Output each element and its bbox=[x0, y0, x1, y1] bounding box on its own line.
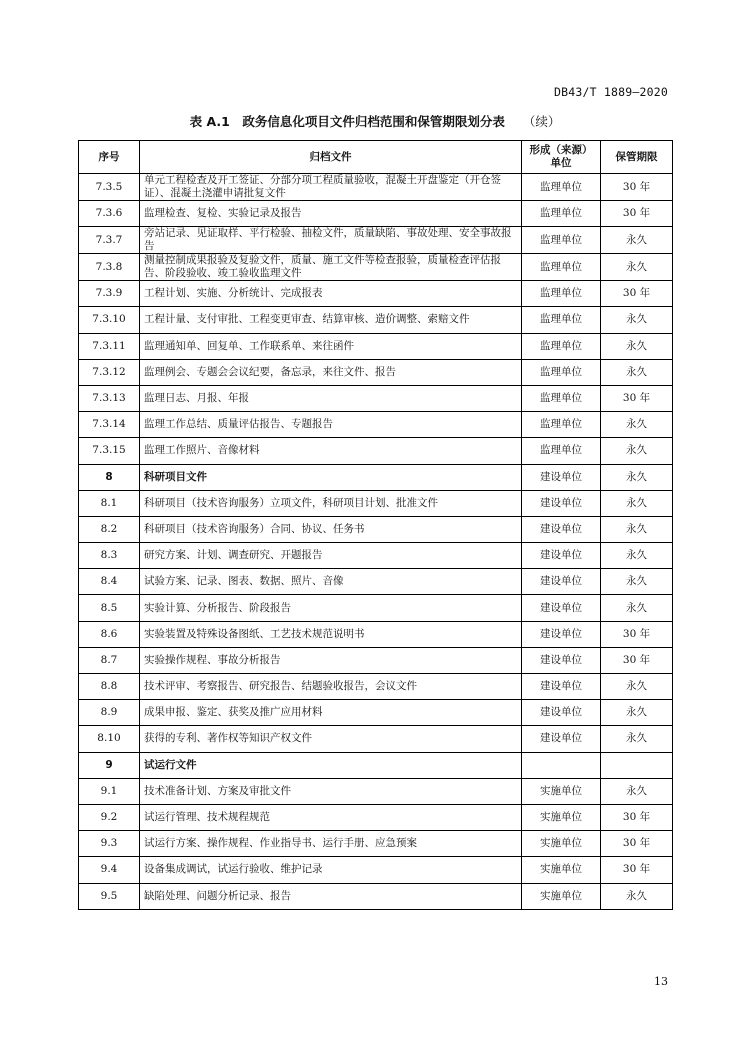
table-row bbox=[79, 700, 673, 726]
row-document: 技术准备计划、方案及审批文件 bbox=[140, 778, 522, 804]
row-retention: 30 年 bbox=[601, 831, 673, 857]
row-number: 8.3 bbox=[79, 543, 140, 569]
row-source-unit: 实施单位 bbox=[522, 804, 601, 830]
row-source-unit: 建设单位 bbox=[522, 595, 601, 621]
table-row bbox=[79, 490, 673, 516]
row-source-unit: 实施单位 bbox=[522, 857, 601, 883]
row-source-unit: 实施单位 bbox=[522, 883, 601, 909]
row-retention: 永久 bbox=[601, 359, 673, 385]
row-number: 7.3.13 bbox=[79, 385, 140, 411]
row-number: 9.4 bbox=[79, 857, 140, 883]
row-document: 试验方案、记录、图表、数据、照片、音像 bbox=[140, 569, 522, 595]
row-source-unit: 实施单位 bbox=[522, 778, 601, 804]
table-row bbox=[79, 857, 673, 883]
row-retention: 永久 bbox=[601, 490, 673, 516]
table-row bbox=[79, 227, 673, 254]
row-document: 工程计量、支付审批、工程变更审查、结算审核、造价调整、索赔文件 bbox=[140, 307, 522, 333]
table-row bbox=[79, 359, 673, 385]
row-number: 7.3.5 bbox=[79, 174, 140, 201]
row-source-unit: 监理单位 bbox=[522, 254, 601, 281]
row-source-unit: 建设单位 bbox=[522, 516, 601, 542]
row-retention: 永久 bbox=[601, 516, 673, 542]
section-row bbox=[79, 464, 673, 490]
row-retention: 永久 bbox=[601, 333, 673, 359]
row-number: 8.8 bbox=[79, 674, 140, 700]
row-number: 7.3.11 bbox=[79, 333, 140, 359]
row-source-unit: 建设单位 bbox=[522, 490, 601, 516]
row-retention: 30 年 bbox=[601, 857, 673, 883]
row-source-unit: 监理单位 bbox=[522, 438, 601, 464]
row-source-unit: 实施单位 bbox=[522, 831, 601, 857]
table-row bbox=[79, 831, 673, 857]
table-row bbox=[79, 674, 673, 700]
row-retention: 30 年 bbox=[601, 281, 673, 307]
row-document: 监理例会、专题会会议纪要，备忘录，来往文件、报告 bbox=[140, 359, 522, 385]
row-number: 8 bbox=[79, 464, 140, 490]
row-source-unit: 建设单位 bbox=[522, 621, 601, 647]
row-document: 实验操作规程、事故分析报告 bbox=[140, 647, 522, 673]
header-retention: 保管期限 bbox=[601, 141, 673, 174]
row-number: 9 bbox=[79, 752, 140, 778]
row-number: 8.1 bbox=[79, 490, 140, 516]
table-body bbox=[79, 174, 673, 910]
section-row bbox=[79, 752, 673, 778]
row-number: 7.3.15 bbox=[79, 438, 140, 464]
row-source-unit: 监理单位 bbox=[522, 227, 601, 254]
row-retention: 永久 bbox=[601, 438, 673, 464]
row-retention: 永久 bbox=[601, 883, 673, 909]
row-source-unit: 建设单位 bbox=[522, 726, 601, 752]
row-retention: 永久 bbox=[601, 569, 673, 595]
row-number: 8.5 bbox=[79, 595, 140, 621]
table-row bbox=[79, 412, 673, 438]
row-document: 科研项目（技术咨询服务）立项文件，科研项目计划、批准文件 bbox=[140, 490, 522, 516]
table-row bbox=[79, 569, 673, 595]
row-retention: 30 年 bbox=[601, 647, 673, 673]
row-source-unit: 监理单位 bbox=[522, 281, 601, 307]
row-document: 缺陷处理、问题分析记录、报告 bbox=[140, 883, 522, 909]
row-retention: 30 年 bbox=[601, 201, 673, 227]
row-document: 实验装置及特殊设备图纸、工艺技术规范说明书 bbox=[140, 621, 522, 647]
row-number: 7.3.8 bbox=[79, 254, 140, 281]
row-number: 9.5 bbox=[79, 883, 140, 909]
archive-table bbox=[78, 140, 673, 910]
row-retention: 永久 bbox=[601, 700, 673, 726]
table-row bbox=[79, 778, 673, 804]
row-number: 7.3.9 bbox=[79, 281, 140, 307]
row-retention: 永久 bbox=[601, 543, 673, 569]
row-number: 7.3.6 bbox=[79, 201, 140, 227]
row-source-unit: 监理单位 bbox=[522, 201, 601, 227]
row-document: 监理通知单、回复单、工作联系单、来往函件 bbox=[140, 333, 522, 359]
row-retention: 永久 bbox=[601, 254, 673, 281]
row-document: 技术评审、考察报告、研究报告、结题验收报告，会议文件 bbox=[140, 674, 522, 700]
table-row bbox=[79, 621, 673, 647]
document-code: DB43/T 1889—2020 bbox=[554, 85, 668, 99]
table-title-continued: （续） bbox=[522, 114, 561, 129]
table-row bbox=[79, 201, 673, 227]
row-source-unit: 建设单位 bbox=[522, 569, 601, 595]
row-source-unit: 监理单位 bbox=[522, 385, 601, 411]
table-title-main: 表 A.1 政务信息化项目文件归档范围和保管期限划分表 bbox=[189, 114, 505, 129]
row-retention: 永久 bbox=[601, 778, 673, 804]
row-document: 设备集成调试，试运行验收、维护记录 bbox=[140, 857, 522, 883]
row-retention: 永久 bbox=[601, 464, 673, 490]
row-document: 获得的专利、著作权等知识产权文件 bbox=[140, 726, 522, 752]
row-source-unit: 建设单位 bbox=[522, 464, 601, 490]
row-document: 旁站记录、见证取样、平行检验、抽检文件，质量缺陷、事故处理、安全事故报告 bbox=[140, 227, 522, 254]
row-document: 监理日志、月报、年报 bbox=[140, 385, 522, 411]
row-document: 研究方案、计划、调查研究、开题报告 bbox=[140, 543, 522, 569]
table-row bbox=[79, 307, 673, 333]
row-number: 8.7 bbox=[79, 647, 140, 673]
row-retention: 永久 bbox=[601, 412, 673, 438]
row-document: 测量控制成果报验及复验文件，质量、施工文件等检查报验，质量检查评估报告、阶段验收、竣工验收监理文件 bbox=[140, 254, 522, 281]
row-document: 监理工作总结、质量评估报告、专题报告 bbox=[140, 412, 522, 438]
table-row bbox=[79, 281, 673, 307]
row-retention: 30 年 bbox=[601, 621, 673, 647]
row-retention: 30 年 bbox=[601, 385, 673, 411]
row-number: 8.2 bbox=[79, 516, 140, 542]
row-retention: 永久 bbox=[601, 674, 673, 700]
row-document: 单元工程检查及开工签证、分部分项工程质量验收，混凝土开盘鉴定（开仓签证）、混凝土浇灌申请批复文件 bbox=[140, 174, 522, 201]
row-document: 监理工作照片、音像材料 bbox=[140, 438, 522, 464]
row-number: 8.6 bbox=[79, 621, 140, 647]
row-retention: 30 年 bbox=[601, 804, 673, 830]
header-seq: 序号 bbox=[79, 141, 140, 174]
row-number: 8.4 bbox=[79, 569, 140, 595]
row-number: 8.10 bbox=[79, 726, 140, 752]
row-number: 9.3 bbox=[79, 831, 140, 857]
row-retention: 永久 bbox=[601, 595, 673, 621]
row-source-unit: 建设单位 bbox=[522, 674, 601, 700]
row-source-unit: 建设单位 bbox=[522, 700, 601, 726]
row-document: 试运行管理、技术规程规范 bbox=[140, 804, 522, 830]
row-document: 成果申报、鉴定、获奖及推广应用材料 bbox=[140, 700, 522, 726]
table-row bbox=[79, 516, 673, 542]
row-source-unit: 建设单位 bbox=[522, 647, 601, 673]
table-header-row bbox=[79, 141, 673, 174]
row-source-unit: 监理单位 bbox=[522, 307, 601, 333]
row-document: 试运行文件 bbox=[140, 752, 522, 778]
header-source-unit: 形成（来源）单位 bbox=[522, 141, 601, 174]
table-row bbox=[79, 543, 673, 569]
row-retention: 永久 bbox=[601, 307, 673, 333]
row-retention bbox=[601, 752, 673, 778]
row-retention: 永久 bbox=[601, 227, 673, 254]
row-source-unit: 监理单位 bbox=[522, 333, 601, 359]
row-number: 9.1 bbox=[79, 778, 140, 804]
row-document: 试运行方案、操作规程、作业指导书、运行手册、应急预案 bbox=[140, 831, 522, 857]
table-row bbox=[79, 883, 673, 909]
row-retention: 30 年 bbox=[601, 174, 673, 201]
table-row bbox=[79, 438, 673, 464]
table-row bbox=[79, 647, 673, 673]
page-number: 13 bbox=[654, 975, 668, 988]
table-row bbox=[79, 726, 673, 752]
row-source-unit: 监理单位 bbox=[522, 359, 601, 385]
table-row bbox=[79, 174, 673, 201]
table-row bbox=[79, 385, 673, 411]
row-retention: 永久 bbox=[601, 726, 673, 752]
table-row bbox=[79, 595, 673, 621]
row-number: 8.9 bbox=[79, 700, 140, 726]
row-document: 监理检查、复检、实验记录及报告 bbox=[140, 201, 522, 227]
row-source-unit bbox=[522, 752, 601, 778]
row-source-unit: 建设单位 bbox=[522, 543, 601, 569]
row-number: 7.3.7 bbox=[79, 227, 140, 254]
row-number: 9.2 bbox=[79, 804, 140, 830]
header-files: 归档文件 bbox=[140, 141, 522, 174]
row-document: 工程计划、实施、分析统计、完成报表 bbox=[140, 281, 522, 307]
table-row bbox=[79, 333, 673, 359]
table-row bbox=[79, 804, 673, 830]
row-document: 科研项目文件 bbox=[140, 464, 522, 490]
row-document: 实验计算、分析报告、阶段报告 bbox=[140, 595, 522, 621]
row-source-unit: 监理单位 bbox=[522, 412, 601, 438]
row-source-unit: 监理单位 bbox=[522, 174, 601, 201]
row-document: 科研项目（技术咨询服务）合同、协议、任务书 bbox=[140, 516, 522, 542]
table-row bbox=[79, 254, 673, 281]
row-number: 7.3.10 bbox=[79, 307, 140, 333]
row-number: 7.3.12 bbox=[79, 359, 140, 385]
table-title bbox=[0, 112, 750, 130]
row-number: 7.3.14 bbox=[79, 412, 140, 438]
